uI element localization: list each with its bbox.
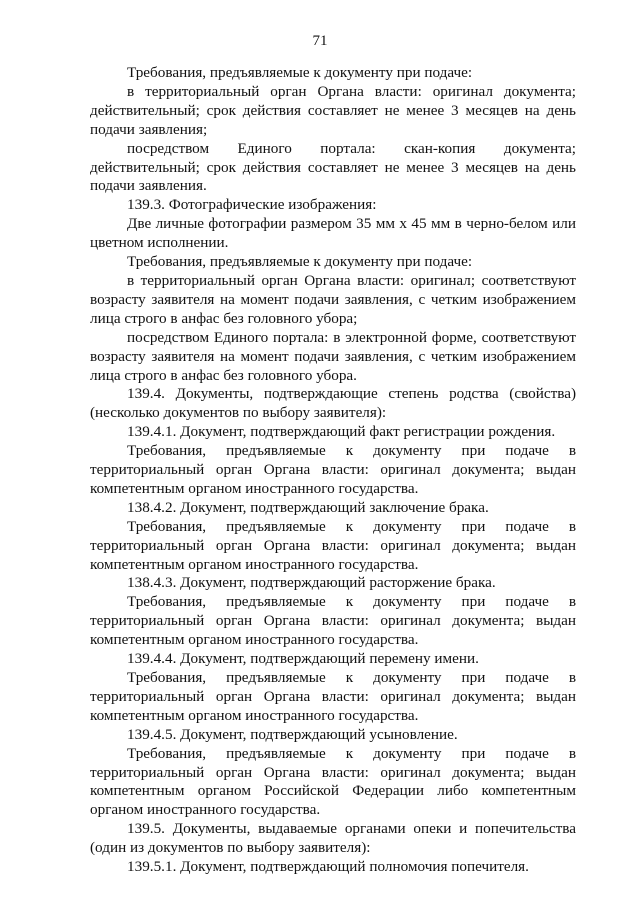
paragraph: Требования, предъявляемые к документу при подаче: [127, 64, 473, 81]
paragraph: в территориальный орган Органа власти: оригинал; соответствуют возрасту заявителя на момент подачи заявления, с четким изображением лица строго в анфас без головного убора; [90, 271, 576, 327]
paragraph: Две личные фотографии размером 35 мм х 45 мм в черно-белом или цветном исполнении. [90, 215, 576, 252]
paragraph: Требования, предъявляемые к документу при подаче: [127, 253, 473, 271]
page-number: 71 [312, 33, 328, 49]
paragraph: Требования, предъявляемые к документу при подаче в территориальный орган Органа власти: оригинал документа; выдан компетентным органом иностранного государства. [90, 442, 576, 497]
paragraph: Требования, предъявляемые к документу при подаче в территориальный орган Органа власти: оригинал документа; выдан компетентным органом иностранного государства. [90, 517, 576, 573]
document-body [90, 64, 576, 877]
subsection-heading: 139.4.4. Документ, подтверждающий перемену имени. [127, 650, 479, 668]
section-heading: 139.5. Документы, выдаваемые органами опеки и попечительства (один из документов по выбору заявителя): [90, 820, 576, 857]
subsection-heading: 138.4.2. Документ, подтверждающий заключение брака. [127, 498, 489, 516]
paragraph: Требования, предъявляемые к документу при подаче в территориальный орган Органа власти: оригинал документа; выдан компетентным органом Российской Федерации либо компетентным органом иностранного государства. [90, 744, 576, 819]
section-heading: 139.3. Фотографические изображения: [127, 196, 377, 214]
subsection-heading: 139.4.5. Документ, подтверждающий усыновление. [127, 725, 458, 743]
paragraph: посредством Единого портала: в электронной форме, соответствуют возрасту заявителя на момент подачи заявления, с четким изображением лица строго в анфас без головного убора. [90, 328, 576, 384]
subsection-heading: 138.4.3. Документ, подтверждающий расторжение брака. [127, 574, 496, 592]
paragraph: Требования, предъявляемые к документу при подаче в территориальный орган Органа власти: оригинал документа; выдан компетентным органом иностранного государства. [90, 669, 576, 724]
section-heading: 139.4. Документы, подтверждающие степень родства (свойства) (несколько документов по выбору заявителя): [90, 385, 576, 422]
paragraph: Требования, предъявляемые к документу при подаче в территориальный орган Органа власти: оригинал документа; выдан компетентным органом иностранного государства. [90, 593, 576, 649]
subsection-heading: 139.4.1. Документ, подтверждающий факт регистрации рождения. [127, 423, 556, 441]
paragraph: посредством Единого портала: скан-копия документа; действительный; срок действия составляет не менее 3 месяцев на день подачи заявления. [90, 139, 576, 195]
subsection-heading: 139.5.1. Документ, подтверждающий полномочия попечителя. [127, 858, 529, 876]
paragraph: в территориальный орган Органа власти: оригинал документа; действительный; срок действия составляет не менее 3 месяцев на день подачи заявления; [90, 82, 576, 138]
